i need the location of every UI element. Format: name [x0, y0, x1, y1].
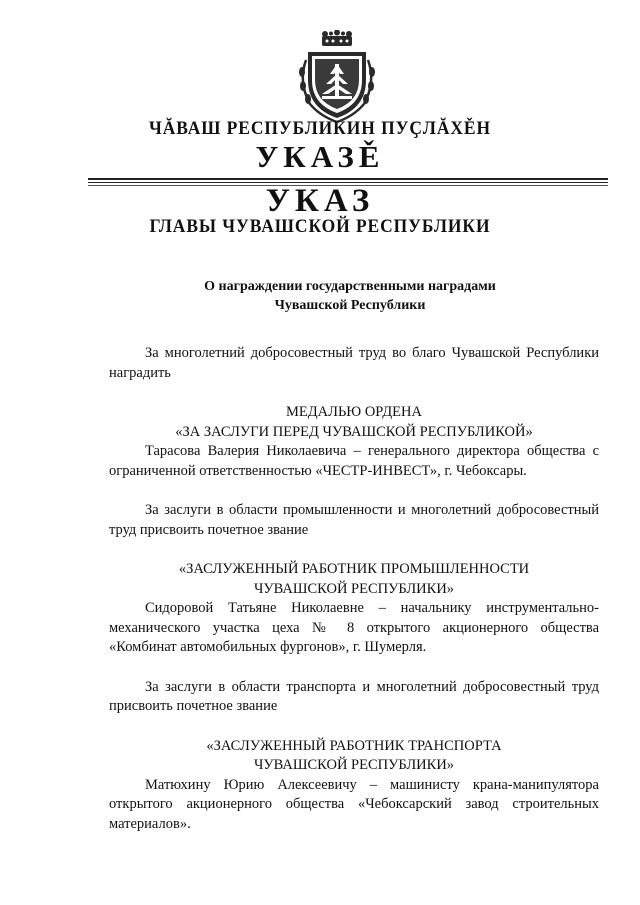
document-title: УКАЗ [265, 183, 375, 219]
award1-recipient: Тарасова Валерия Николаевича – генерального директора общества с ограниченной ответственностью «ЧЕСТР-ИНВЕСТ», г. Чебоксары. [109, 443, 599, 479]
award3-heading2: ЧУВАШСКОЙ РЕСПУБЛИКИ» [253, 757, 455, 773]
spacer [109, 481, 599, 501]
intro2-paragraph: За заслуги в области промышленности и многолетний добросовестный труд присвоить почетное звание [109, 502, 599, 538]
intro-paragraph: За многолетний добросовестный труд во благо Чувашской Республики наградить [109, 345, 599, 381]
award1-heading1: МЕДАЛЬЮ ОРДЕНА [286, 404, 422, 420]
award3-heading1: «ЗАСЛУЖЕННЫЙ РАБОТНИК ТРАНСПОРТА [206, 737, 502, 754]
award2-heading1: «ЗАСЛУЖЕННЫЙ РАБОТНИК ПРОМЫШЛЕННОСТИ [178, 561, 530, 577]
spacer [109, 658, 599, 678]
intro3-paragraph: За заслуги в области транспорта и многолетний добросовестный труд присвоить почетное звание [109, 678, 599, 714]
chuvash-header-line1: ЧĂВАШ РЕСПУБЛИКИН ПУҪЛĂХĚН [148, 118, 492, 139]
subject-line1: О награждении государственными наградами [204, 279, 496, 294]
award1-heading2: «ЗА ЗАСЛУГИ ПЕРЕД ЧУВАШСКОЙ РЕСПУБЛИКОЙ» [175, 423, 533, 440]
document-body [109, 344, 599, 834]
header-divider [88, 178, 608, 180]
spacer [109, 717, 599, 737]
spacer [109, 540, 599, 560]
document-subtitle: ГЛАВЫ ЧУВАШСКОЙ РЕСПУБЛИКИ [149, 216, 491, 237]
award2-heading2: ЧУВАШСКОЙ РЕСПУБЛИКИ» [253, 580, 455, 597]
chuvash-header-line2: УКАЗĚ [255, 139, 385, 174]
spacer [109, 383, 599, 403]
award3-recipient: Матюхину Юрию Алексеевичу – машинисту крана-манипулятора открытого акционерного общества «Чебоксарский завод строительных материалов». [109, 776, 599, 832]
subject-line2: Чувашской Республики [274, 298, 426, 313]
coat-of-arms-of-chuvashia-icon [292, 30, 382, 124]
award2-recipient: Сидоровой Татьяне Николаевне – начальнику инструментально-механического участка цеха № 8 открытого акционерного общества «Комбинат автомобильных фургонов», г. Шумерля. [109, 600, 599, 655]
document-subject [150, 277, 550, 315]
